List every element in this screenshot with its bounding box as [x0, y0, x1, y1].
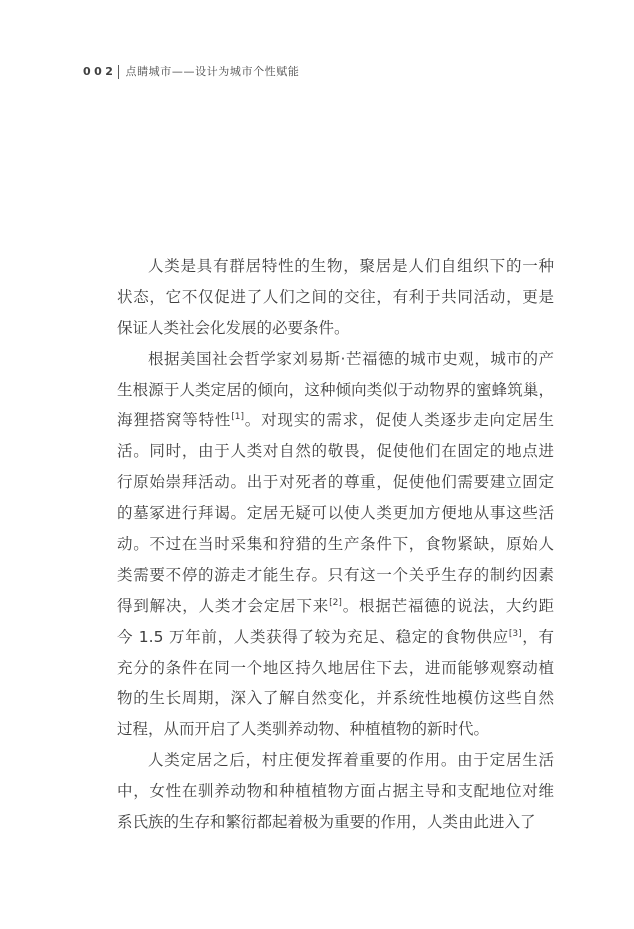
text-line: 类需要不停的游走才能生存。只有这一个关乎生存的制约因素	[117, 565, 554, 584]
text-line: 中，女性在驯养动物和种植植物方面占据主导和支配地位对维	[117, 782, 554, 801]
text-line: 生根源于人类定居的倾向，这种倾向类似于动物界的蜜蜂筑巢，	[117, 380, 554, 399]
text-line: 海狸搭窝等特性[1]。对现实的需求，促使人类逐步走向定居生	[117, 411, 554, 430]
text-line: 状态，它不仅促进了人们之间的交往，有利于共同活动，更是	[117, 287, 554, 306]
text-line: 物的生长周期，深入了解自然变化，并系统性地模仿这些自然	[117, 689, 554, 708]
running-title: 点睛城市——设计为城市个性赋能	[125, 65, 300, 78]
text-line: 的墓冢进行拜谒。定居无疑可以使人类更加方便地从事这些活	[117, 504, 554, 523]
page-header	[83, 64, 299, 80]
text-line: 人类定居之后，村庄便发挥着重要的作用。由于定居生活	[148, 751, 554, 770]
header-divider	[118, 65, 119, 79]
footnote-ref: [2]	[329, 597, 342, 608]
page-number: 002	[83, 65, 117, 78]
text-line: 人类是具有群居特性的生物，聚居是人们自组织下的一种	[148, 257, 554, 275]
body-text	[117, 251, 554, 838]
text-line: 过程，从而开启了人类驯养动物、种植植物的新时代。	[117, 720, 490, 739]
text-line: 今 1.5 万年前，人类获得了较为充足、稳定的食物供应[3]，有	[117, 627, 554, 646]
footnote-ref: [1]	[231, 412, 244, 423]
paragraph	[117, 251, 554, 344]
text-line: 活。同时，由于人类对自然的敬畏，促使他们在固定的地点进	[117, 442, 554, 461]
paragraph	[117, 344, 554, 746]
text-line: 得到解决，人类才会定居下来[2]。根据芒福德的说法，大约距	[117, 596, 554, 615]
text-line: 动。不过在当时采集和狩猎的生产条件下，食物紧缺，原始人	[117, 535, 554, 554]
footnote-ref: [3]	[508, 628, 522, 639]
text-line: 行原始崇拜活动。出于对死者的尊重，促使他们需要建立固定	[117, 473, 554, 492]
text-line: 系氏族的生存和繁衍都起着极为重要的作用，人类由此进入了	[117, 813, 536, 832]
paragraph	[117, 745, 554, 838]
text-line: 充分的条件在同一个地区持久地居住下去，进而能够观察动植	[117, 658, 554, 677]
text-line: 根据美国社会哲学家刘易斯·芒福德的城市史观，城市的产	[148, 349, 554, 368]
text-line: 保证人类社会化发展的必要条件。	[117, 318, 350, 337]
